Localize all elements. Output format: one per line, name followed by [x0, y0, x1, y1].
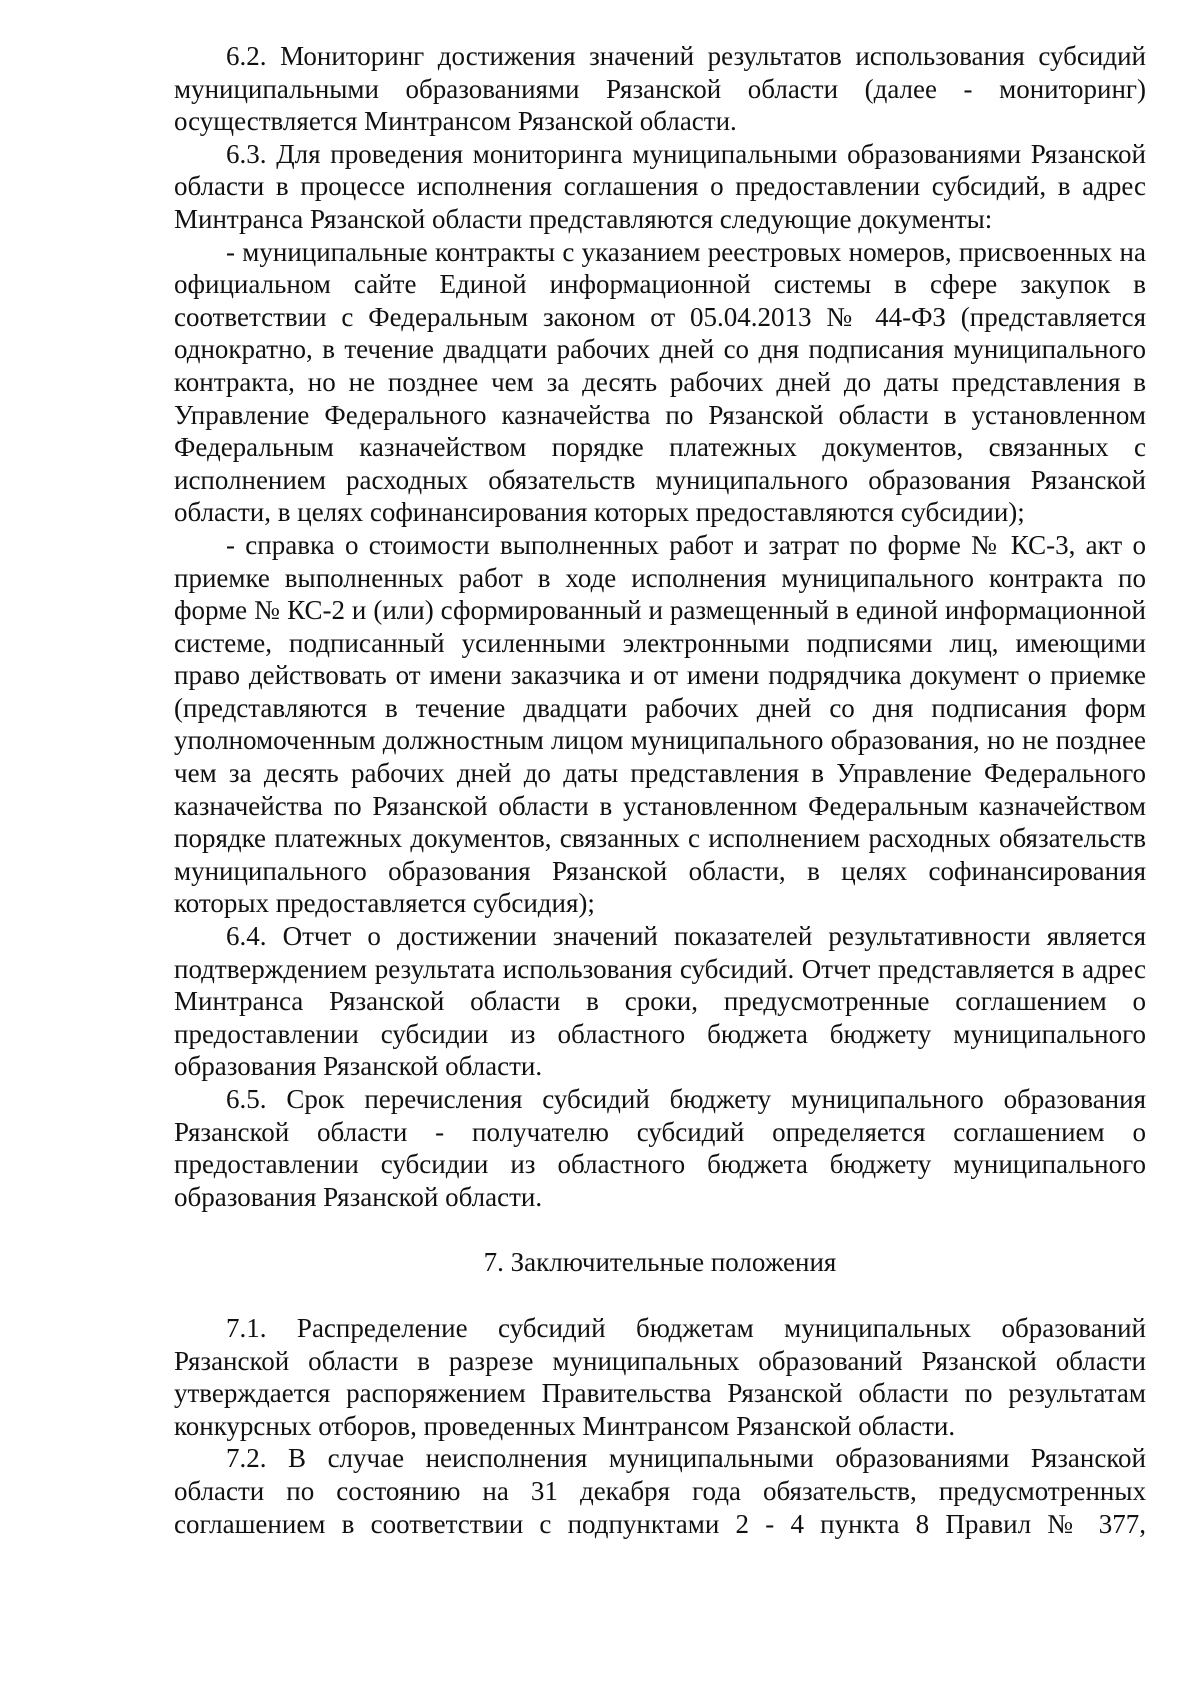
paragraph-6-2: 6.2. Мониторинг достижения значений результатов использования субсидий муниципальными образованиями Рязанской области (далее - мониторинг) осуществляется Минтрансом Рязанской области.	[174, 41, 1146, 137]
section-7-heading: 7. Заключительные положения	[483, 1247, 837, 1278]
paragraph-6-3: 6.3. Для проведения мониторинга муниципальными образованиями Рязанской области в процессе исполнения соглашения о предоставлении субсидий, в адрес Минтранса Рязанской области представляются следующие документы:	[174, 138, 1146, 234]
list-item-ks3-certificate: - справка о стоимости выполненных работ и затрат по форме № КС-3, акт о приемке выполненных работ в ходе исполнения муниципального контракта по форме № КС-2 и (или) сформированный и размещенный в единой информационной системе, подписанный усиленными электронными подписями лиц, имеющими право действовать от имени заказчика и от имени подрядчика документ о приемке (представляются в течение двадцати рабочих дней со дня подписания форм уполномоченным должностным лицом муниципального образования, но не позднее чем за десять рабочих дней до даты представления в Управление Федерального казначейства по Рязанской области в установленном Федеральным казначейством порядке платежных документов, связанных с исполнением расходных обязательств муниципального образования Рязанской области, в целях софинансирования которых предоставляется субсидия);	[174, 529, 1146, 919]
list-item-municipal-contracts: - муниципальные контракты с указанием реестровых номеров, присвоенных на официальном сайте Единой информационной системы в сфере закупок в соответствии с Федеральным законом от 05.04.2013 № 44-ФЗ (представляется однократно, в течение двадцати рабочих дней со дня подписания муниципального контракта, но не позднее чем за десять рабочих дней до даты представления в Управление Федерального казначейства по Рязанской области в установленном Федеральным казначейством порядке платежных документов, связанных с исполнением расходных обязательств муниципального образования Рязанской области, в целях софинансирования которых предоставляются субсидии);	[174, 236, 1146, 528]
paragraph-6-4: 6.4. Отчет о достижении значений показателей результативности является подтверждением результата использования субсидий. Отчет представляется в адрес Минтранса Рязанской области в сроки, предусмотренные соглашением о предоставлении субсидии из областного бюджета бюджету муниципального образования Рязанской области.	[174, 921, 1146, 1082]
paragraph-7-2: 7.2. В случае неисполнения муниципальными образованиями Рязанской области по состоянию на 31 декабря года обязательств, предусмотренных соглашением в соответствии с подпунктами 2 - 4 пункта 8 Правил № 377,	[174, 1443, 1146, 1539]
document-page	[174, 40, 1146, 1540]
paragraph-6-5: 6.5. Срок перечисления субсидий бюджету муниципального образования Рязанской области - получателю субсидий определяется соглашением о предоставлении субсидии из областного бюджета бюджету муниципального образования Рязанской области.	[174, 1084, 1146, 1212]
paragraph-7-1: 7.1. Распределение субсидий бюджетам муниципальных образований Рязанской области в разрезе муниципальных образований Рязанской области утверждается распоряжением Правительства Рязанской области по результатам конкурсных отборов, проведенных Минтрансом Рязанской области.	[174, 1312, 1146, 1441]
